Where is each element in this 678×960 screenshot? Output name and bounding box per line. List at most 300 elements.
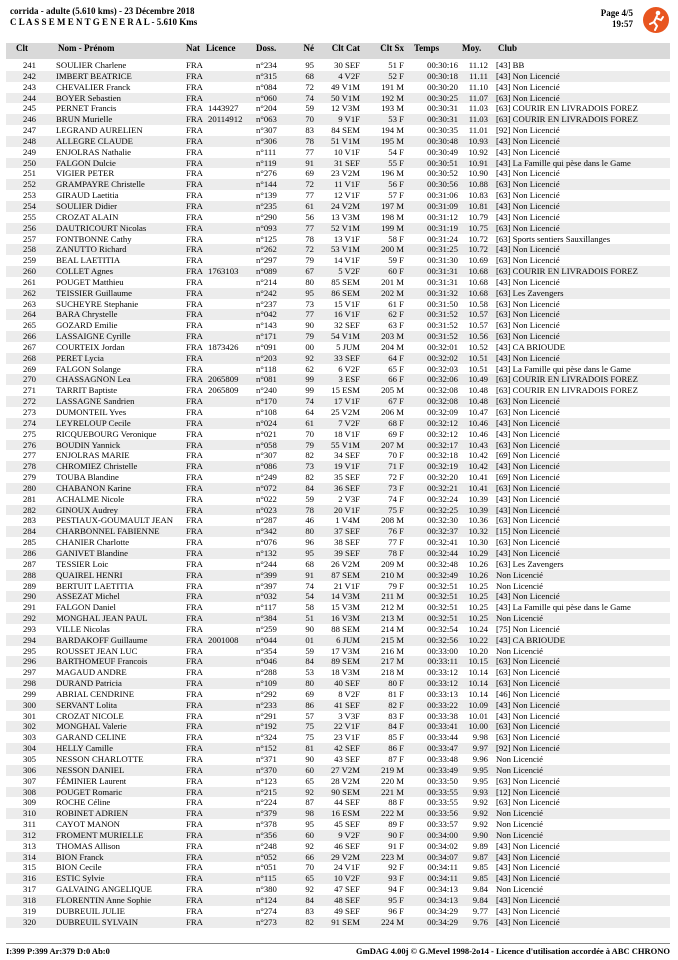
cell-bib: n°143 [256,320,277,331]
cell-time: 00:33:13 [427,688,458,699]
cell-runner-name: VILLE Nicolas [56,623,110,634]
cell-category-rank: 44 SEF [334,797,360,808]
cell-nationality: FRA [186,894,203,905]
cell-category-rank: 38 SEF [334,537,360,548]
table-row [6,721,670,732]
cell-birth-year: 79 [305,331,314,342]
cell-nationality: FRA [186,678,203,689]
cell-nationality: FRA [186,569,203,580]
cell-sex-rank: 202 M [381,287,404,298]
cell-sex-rank: 71 F [388,461,404,472]
cell-birth-year: 68 [305,558,314,569]
cell-rank: 246 [22,114,36,125]
table-row [6,331,670,342]
cell-birth-year: 80 [305,678,314,689]
cell-bib: n°244 [256,558,277,569]
cell-rank: 287 [22,558,36,569]
cell-bib: n°214 [256,276,277,287]
cell-bib: n°032 [256,591,277,602]
cell-club: [63] Non Licencié [496,320,560,331]
cell-speed: 10.14 [468,667,488,678]
cell-speed: 11.03 [468,114,488,125]
cell-licence: 1443927 [208,103,239,114]
cell-time: 00:33:55 [427,797,458,808]
cell-runner-name: ABRIAL CENDRINE [56,688,135,699]
cell-runner-name: SOULIER Didier [56,200,118,211]
cell-sex-rank: 72 F [388,472,404,483]
table-row [6,168,670,179]
cell-time: 00:31:30 [427,255,458,266]
cell-rank: 247 [22,125,36,136]
cell-category-rank: 8 V2F [338,688,360,699]
cell-birth-year: 65 [305,775,314,786]
cell-licence: 2065809 [208,374,239,385]
cell-bib: n°307 [256,125,277,136]
cell-time: 00:34:29 [427,916,458,927]
cell-sex-rank: 90 F [388,829,404,840]
cell-time: 00:34:02 [427,840,458,851]
cell-bib: n°144 [256,179,277,190]
cell-birth-year: 79 [305,255,314,266]
cell-bib: n°354 [256,645,277,656]
cell-rank: 293 [22,623,36,634]
cell-rank: 309 [22,797,36,808]
cell-bib: n°397 [256,580,277,591]
cell-bib: n°063 [256,114,277,125]
cell-sex-rank: 192 M [381,92,404,103]
cell-club: [43] CA BRIOUDE [496,634,566,645]
cell-category-rank: 2 V3F [338,493,360,504]
cell-nationality: FRA [186,558,203,569]
cell-bib: n°378 [256,819,277,830]
cell-sex-rank: 62 F [388,309,404,320]
cell-runner-name: SOULIER Charlene [56,60,127,70]
cell-bib: n°380 [256,884,277,895]
cell-rank: 294 [22,634,36,645]
cell-category-rank: 30 SEF [334,60,360,70]
cell-birth-year: 53 [305,667,314,678]
cell-speed: 9.76 [472,916,488,927]
cell-bib: n°076 [256,537,277,548]
cell-bib: n°051 [256,862,277,873]
cell-runner-name: DURAND Patricia [56,678,122,689]
cell-sex-rank: 86 F [388,743,404,754]
cell-category-rank: 10 V1F [333,146,360,157]
cell-rank: 298 [22,678,36,689]
cell-bib: n°342 [256,526,277,537]
cell-runner-name: SERVANT Lolita [56,699,118,710]
cell-nationality: FRA [186,916,203,927]
cell-birth-year: 67 [305,266,314,277]
table-row [6,364,670,375]
cell-category-rank: 13 V3M [330,211,360,222]
cell-time: 00:31:31 [427,266,458,277]
cell-rank: 275 [22,428,36,439]
cell-licence: 1873426 [208,341,239,352]
cell-time: 00:31:19 [427,222,458,233]
cell-birth-year: 95 [305,547,314,558]
cell-club: [43] La Famille qui pèse dans le Game [496,602,631,613]
cell-speed: 10.25 [468,591,488,602]
cell-birth-year: 56 [305,211,314,222]
cell-speed: 9.98 [472,732,488,743]
cell-sex-rank: 95 F [388,894,404,905]
cell-sex-rank: 223 M [381,851,404,862]
cell-sex-rank: 94 F [388,884,404,895]
cell-birth-year: 00 [305,341,314,352]
cell-category-rank: 16 V1F [333,309,360,320]
cell-rank: 299 [22,688,36,699]
cell-club: [43] Non Licencié [496,862,560,873]
cell-nationality: FRA [186,287,203,298]
cell-time: 00:32:44 [427,547,458,558]
cell-speed: 10.69 [468,255,488,266]
cell-sex-rank: 214 M [381,623,404,634]
cell-rank: 320 [22,916,36,927]
cell-speed: 10.58 [468,298,488,309]
cell-runner-name: ENJOLRAS MARIE [56,450,130,461]
cell-bib: n°242 [256,287,277,298]
cell-sex-rank: 200 M [381,244,404,255]
cell-category-rank: 23 V2M [330,168,360,179]
runner-logo-icon [642,6,670,34]
cell-runner-name: GALVAING ANGELIQUE [56,884,152,895]
cell-rank: 265 [22,320,36,331]
cell-birth-year: 46 [305,515,314,526]
cell-time: 00:30:56 [427,179,458,190]
cell-time: 00:32:51 [427,613,458,624]
cell-rank: 282 [22,504,36,515]
cell-sex-rank: 83 F [388,710,404,721]
cell-time: 00:32:51 [427,591,458,602]
cell-time: 00:34:13 [427,884,458,895]
cell-speed: 9.85 [472,862,488,873]
cell-time: 00:30:31 [427,103,458,114]
cell-birth-year: 82 [305,450,314,461]
cell-birth-year: 95 [305,60,314,70]
cell-sex-rank: 204 M [381,341,404,352]
cell-category-rank: 48 SEF [334,894,360,905]
cell-rank: 245 [22,103,36,114]
cell-sex-rank: 195 M [381,135,404,146]
cell-speed: 10.90 [468,168,488,179]
cell-category-rank: 39 SEF [334,547,360,558]
table-row [6,635,670,646]
cell-nationality: FRA [186,504,203,515]
cell-birth-year: 69 [305,168,314,179]
cell-speed: 9.85 [472,873,488,884]
cell-rank: 292 [22,613,36,624]
cell-speed: 10.57 [468,309,488,320]
cell-birth-year: 84 [305,482,314,493]
cell-sex-rank: 209 M [381,558,404,569]
cell-runner-name: BION Franck [56,851,104,862]
cell-nationality: FRA [186,146,203,157]
cell-birth-year: 78 [305,135,314,146]
cell-bib: n°379 [256,808,277,819]
cell-runner-name: FLORENTIN Anne Sophie [56,894,152,905]
table-row [6,342,670,353]
table-row [6,60,670,71]
cell-speed: 10.57 [468,320,488,331]
cell-club: [43] Non Licencié [496,417,560,428]
cell-speed: 9.84 [472,894,488,905]
cell-sex-rank: 220 M [381,775,404,786]
cell-club: [63] Non Licencié [496,537,560,548]
cell-sex-rank: 96 F [388,905,404,916]
cell-bib: n°084 [256,81,277,92]
cell-sex-rank: 219 M [381,764,404,775]
cell-runner-name: CHABANON Karine [56,482,132,493]
cell-speed: 10.72 [468,244,488,255]
cell-bib: n°399 [256,569,277,580]
cell-nationality: FRA [186,309,203,320]
cell-nationality: FRA [186,754,203,764]
cell-bib: n°021 [256,428,277,439]
cell-rank: 279 [22,472,36,483]
table-row [6,461,670,472]
cell-sex-rank: 222 M [381,808,404,819]
cell-runner-name: DUBREUIL JULIE [56,905,125,916]
cell-sex-rank: 205 M [381,385,404,396]
table-row [6,299,670,310]
cell-runner-name: ROCHE Céline [56,797,111,808]
cell-bib: n°273 [256,916,277,927]
cell-birth-year: 98 [305,808,314,819]
cell-sex-rank: 77 F [388,537,404,548]
cell-speed: 10.32 [468,526,488,537]
table-row [6,93,670,104]
cell-speed: 10.09 [468,699,488,710]
cell-category-rank: 46 SEF [334,840,360,851]
cell-speed: 10.93 [468,135,488,146]
cell-speed: 10.41 [468,482,488,493]
cell-speed: 9.95 [472,775,488,786]
cell-club: [63] Non Licencié [496,775,560,786]
cell-rank: 281 [22,493,36,504]
cell-time: 00:34:07 [427,851,458,862]
page-number: Page 4/5 [600,8,633,18]
cell-bib: n°115 [256,873,277,884]
cell-rank: 305 [22,754,36,764]
cell-nationality: FRA [186,341,203,352]
cell-club: [43] Non Licencié [496,135,560,146]
cell-category-rank: 9 V2F [338,829,360,840]
table-row [6,450,670,461]
cell-nationality: FRA [186,157,203,168]
cell-time: 00:31:31 [427,276,458,287]
cell-category-rank: 84 SEM [331,125,360,136]
cell-nationality: FRA [186,873,203,884]
cell-rank: 249 [22,146,36,157]
cell-rank: 276 [22,439,36,450]
cell-category-rank: 50 V1M [330,92,360,103]
cell-time: 00:33:11 [427,656,458,667]
table-row [6,201,670,212]
table-row [6,743,670,754]
cell-speed: 11.07 [468,92,488,103]
cell-time: 00:34:29 [427,905,458,916]
cell-category-rank: 10 V2F [333,873,360,884]
cell-club: [69] Non Licencié [496,472,560,483]
cell-birth-year: 64 [305,407,314,417]
cell-birth-year: 92 [305,884,314,895]
cell-category-rank: 17 V3M [330,645,360,656]
cell-club: Non Licencié [496,829,544,840]
table-row [6,472,670,483]
cell-sex-rank: 210 M [381,569,404,580]
cell-sex-rank: 75 F [388,504,404,515]
cell-category-rank: 89 SEM [331,656,360,667]
table-row [6,700,670,711]
cell-club: Non Licencié [496,613,544,624]
cell-sex-rank: 203 M [381,331,404,342]
cell-club: [43] Non Licencié [496,851,560,862]
cell-nationality: FRA [186,450,203,461]
col-ne: Né [303,43,314,53]
cell-time: 00:32:49 [427,569,458,580]
cell-club: [43] Non Licencié [496,70,560,81]
cell-birth-year: 84 [305,656,314,667]
cell-nationality: FRA [186,211,203,222]
cell-bib: n°072 [256,482,277,493]
cell-time: 00:32:08 [427,396,458,407]
cell-sex-rank: 207 M [381,439,404,450]
cell-bib: n°248 [256,840,277,851]
cell-bib: n°262 [256,244,277,255]
cell-bib: n°203 [256,352,277,363]
cell-bib: n°356 [256,829,277,840]
table-row [6,689,670,700]
cell-rank: 312 [22,829,36,840]
cell-birth-year: 69 [305,688,314,699]
table-row [6,158,670,169]
cell-runner-name: BOYER Sebastien [56,92,121,103]
cell-bib: n°249 [256,472,277,483]
cell-rank: 269 [22,363,36,374]
cell-birth-year: 61 [305,200,314,211]
cell-speed: 10.42 [468,461,488,472]
col-clt: Clt [16,43,28,53]
cell-category-rank: 25 V2M [330,407,360,417]
cell-category-rank: 15 ESM [331,385,360,396]
table-row [6,570,670,581]
table-row [6,787,670,798]
cell-runner-name: ALLEGRE CLAUDE [56,135,133,146]
cell-nationality: FRA [186,200,203,211]
cell-sex-rank: 61 F [388,298,404,309]
cell-sex-rank: 89 F [388,819,404,830]
cell-nationality: FRA [186,884,203,895]
cell-bib: n°042 [256,309,277,320]
cell-category-rank: 3 V3F [338,710,360,721]
cell-birth-year: 54 [305,591,314,602]
cell-sex-rank: 218 M [381,667,404,678]
table-row [6,581,670,592]
cell-runner-name: POUGET Matthieu [56,276,124,287]
cell-rank: 283 [22,515,36,526]
cell-club: [63] Non Licencié [496,439,560,450]
cell-birth-year: 59 [305,103,314,114]
cell-category-rank: 45 SEF [334,819,360,830]
cell-time: 00:30:49 [427,146,458,157]
cell-nationality: FRA [186,103,203,114]
cell-nationality: FRA [186,168,203,179]
cell-licence: 20114912 [208,114,243,125]
cell-club: Non Licencié [496,645,544,656]
cell-club: [43] Non Licencié [496,244,560,255]
cell-speed: 10.46 [468,417,488,428]
cell-sex-rank: 91 F [388,840,404,851]
cell-time: 00:33:48 [427,754,458,764]
cell-sex-rank: 224 M [381,916,404,927]
cell-sex-rank: 52 F [388,70,404,81]
cell-speed: 10.49 [468,374,488,385]
cell-rank: 255 [22,211,36,222]
cell-runner-name: ROUSSET JEAN LUC [56,645,138,656]
cell-runner-name: CHARBONNEL FABIENNE [56,526,160,537]
cell-nationality: FRA [186,547,203,558]
cell-club: [63] Non Licencié [496,797,560,808]
cell-birth-year: 72 [305,244,314,255]
cell-speed: 10.83 [468,190,488,201]
cell-rank: 274 [22,417,36,428]
cell-birth-year: 70 [305,428,314,439]
cell-nationality: FRA [186,808,203,819]
cell-runner-name: LEYRELOUP Cecile [56,417,131,428]
cell-nationality: FRA [186,623,203,634]
cell-time: 00:32:24 [427,493,458,504]
cell-runner-name: BERTUIT LAETITIA [56,580,134,591]
cell-rank: 258 [22,244,36,255]
cell-category-rank: 20 V1F [333,504,360,515]
cell-bib: n°237 [256,298,277,309]
cell-sex-rank: 58 F [388,233,404,244]
cell-nationality: FRA [186,482,203,493]
cell-rank: 250 [22,157,36,168]
cell-category-rank: 37 SEF [334,526,360,537]
cell-category-rank: 5 JUM [336,341,360,352]
cell-rank: 307 [22,775,36,786]
col-name: Nom - Prénom [58,43,115,53]
cell-birth-year: 80 [305,276,314,287]
cell-rank: 261 [22,276,36,287]
cell-category-rank: 5 V2F [338,266,360,277]
table-row [6,591,670,602]
cell-runner-name: MAGAUD ANDRE [56,667,127,678]
cell-birth-year: 77 [305,222,314,233]
table-row [6,732,670,743]
cell-sex-rank: 199 M [381,222,404,233]
cell-bib: n°297 [256,255,277,266]
cell-rank: 316 [22,873,36,884]
cell-sex-rank: 55 F [388,157,404,168]
cell-category-rank: 51 V1M [330,135,360,146]
cell-club: [63] Non Licencié [496,298,560,309]
cell-speed: 9.93 [472,786,488,797]
cell-nationality: FRA [186,613,203,624]
cell-time: 00:31:52 [427,309,458,320]
cell-rank: 319 [22,905,36,916]
cell-birth-year: 92 [305,840,314,851]
cell-nationality: FRA [186,764,203,775]
cell-club: [63] Non Licencié [496,255,560,266]
cell-bib: n°234 [256,60,277,70]
cell-rank: 252 [22,179,36,190]
cell-time: 00:33:00 [427,645,458,656]
cell-sex-rank: 191 M [381,81,404,92]
cell-rank: 318 [22,894,36,905]
